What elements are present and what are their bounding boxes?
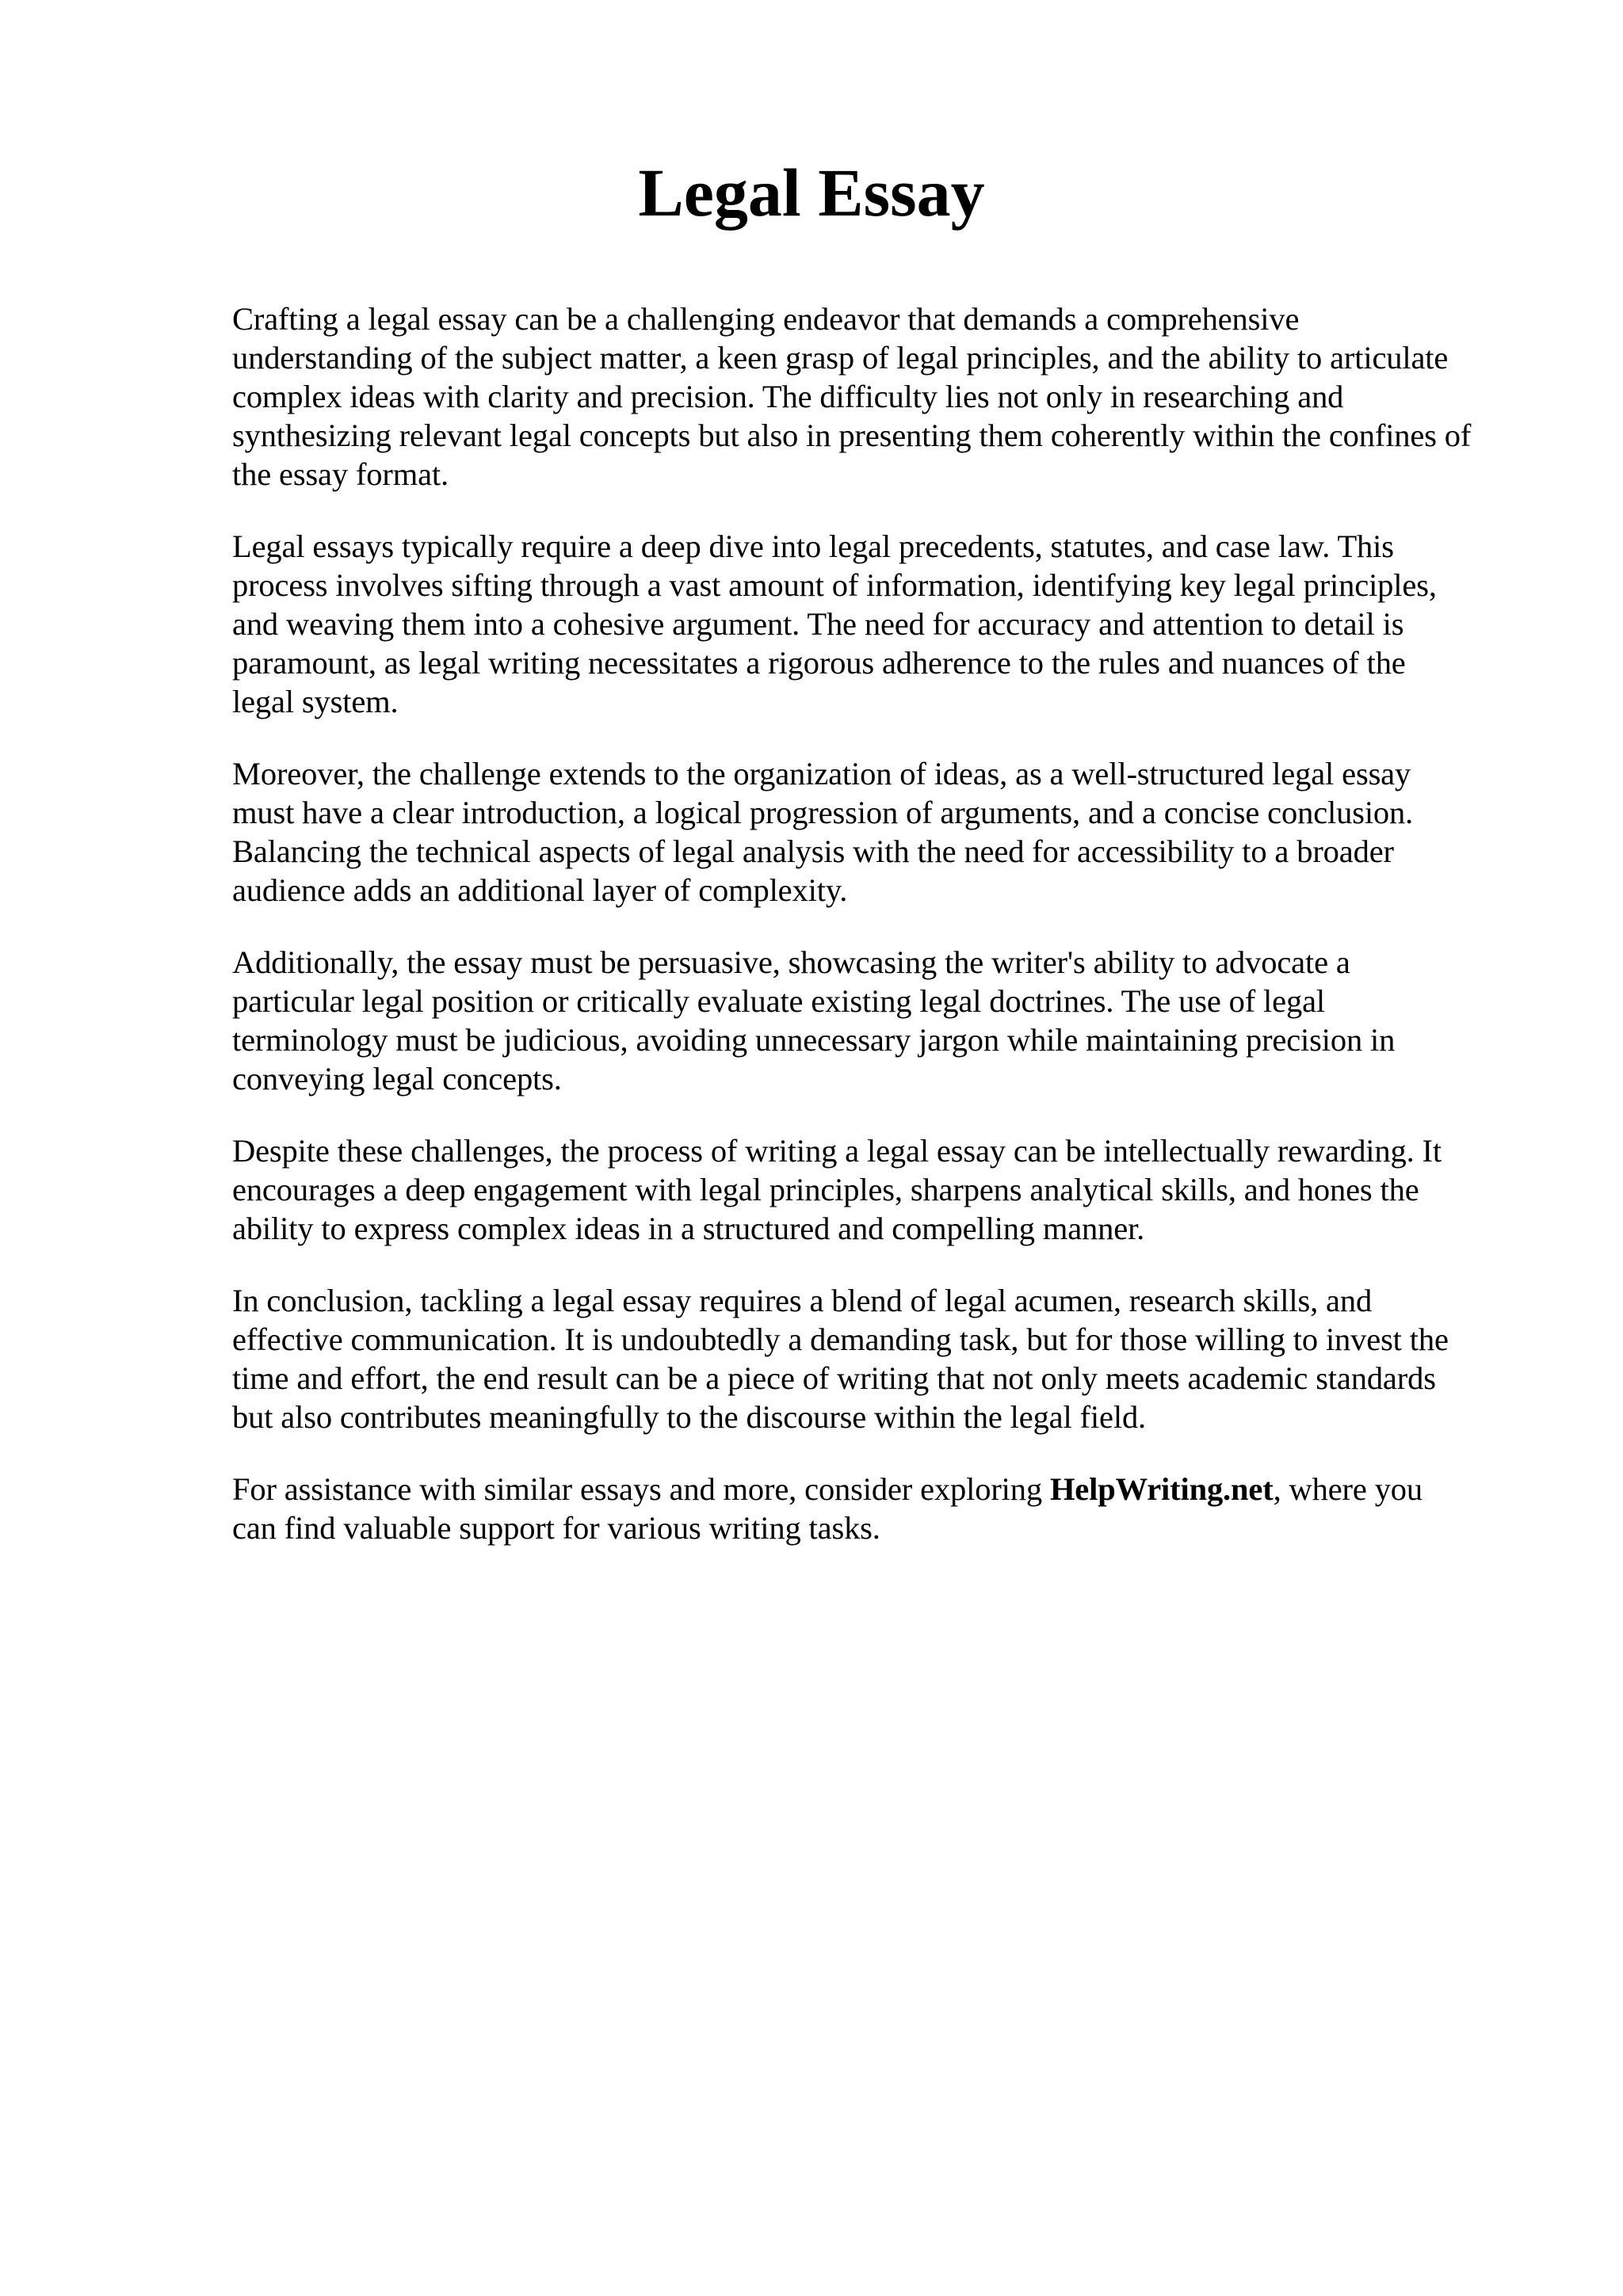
paragraph-line: and weaving them into a cohesive argument. The need for accuracy and attention to detail is — [232, 606, 1404, 642]
paragraph-line: synthesizing relevant legal concepts but also in presenting them coherently within the confines of — [232, 418, 1472, 453]
paragraph-line: effective communication. It is undoubtedly a demanding task, but for those willing to invest the — [232, 1322, 1449, 1357]
paragraph-line: Additionally, the essay must be persuasive, showcasing the writer's ability to advocate a — [232, 944, 1350, 980]
paragraph-line: Moreover, the challenge extends to the organization of ideas, as a well-structured legal essay — [232, 756, 1411, 791]
paragraph-4 — [232, 943, 1532, 1098]
paragraph-1 — [232, 299, 1532, 494]
page-title: Legal Essay — [638, 154, 985, 231]
paragraph-line: audience adds an additional layer of complexity. — [232, 872, 848, 908]
paragraph-line: legal system. — [232, 684, 399, 719]
paragraph-3 — [232, 754, 1532, 910]
paragraph-line: paramount, as legal writing necessitates a rigorous adherence to the rules and nuances of the — [232, 645, 1406, 681]
paragraph-line: the essay format. — [232, 456, 449, 492]
paragraph-line: particular legal position or critically evaluate existing legal doctrines. The use of legal — [232, 983, 1325, 1019]
paragraph-6 — [232, 1281, 1532, 1436]
paragraph-line: Legal essays typically require a deep dive into legal precedents, statutes, and case law. This — [232, 528, 1394, 564]
paragraph-5 — [232, 1131, 1532, 1248]
closing-line-1 — [232, 1470, 1532, 1508]
closing-line-2: can find valuable support for various writing tasks. — [232, 1510, 880, 1546]
paragraph-line: In conclusion, tackling a legal essay requires a blend of legal acumen, research skills, and — [232, 1283, 1373, 1318]
paragraph-line: but also contributes meaningfully to the discourse within the legal field. — [232, 1399, 1147, 1435]
paragraph-line: Crafting a legal essay can be a challenging endeavor that demands a comprehensive — [232, 301, 1300, 337]
paragraph-2 — [232, 527, 1532, 721]
paragraph-line: complex ideas with clarity and precision. The difficulty lies not only in researching and — [232, 379, 1344, 414]
brand-name: HelpWriting.net — [1049, 1471, 1274, 1507]
paragraph-line: Balancing the technical aspects of legal analysis with the need for accessibility to a broader — [232, 833, 1394, 869]
paragraph-line: process involves sifting through a vast amount of information, identifying key legal principles, — [232, 567, 1437, 603]
paragraph-line: understanding of the subject matter, a keen grasp of legal principles, and the ability to articulate — [232, 340, 1449, 376]
closing-paragraph — [232, 1470, 1532, 1547]
paragraph-line: encourages a deep engagement with legal principles, sharpens analytical skills, and hones the — [232, 1172, 1419, 1207]
paragraph-line: ability to express complex ideas in a structured and compelling manner. — [232, 1211, 1145, 1246]
paragraph-line: Despite these challenges, the process of writing a legal essay can be intellectually rewarding. It — [232, 1133, 1442, 1169]
essay-body — [232, 299, 1532, 1581]
paragraph-line: time and effort, the end result can be a piece of writing that not only meets academic standards — [232, 1360, 1436, 1396]
paragraph-line: conveying legal concepts. — [232, 1061, 562, 1097]
closing-text-after: , where you — [1273, 1471, 1423, 1507]
paragraph-line: must have a clear introduction, a logical progression of arguments, and a concise conclusion. — [232, 795, 1414, 830]
closing-text-before: For assistance with similar essays and more, consider exploring — [232, 1471, 1050, 1507]
paragraph-line: terminology must be judicious, avoiding unnecessary jargon while maintaining precision in — [232, 1022, 1396, 1058]
